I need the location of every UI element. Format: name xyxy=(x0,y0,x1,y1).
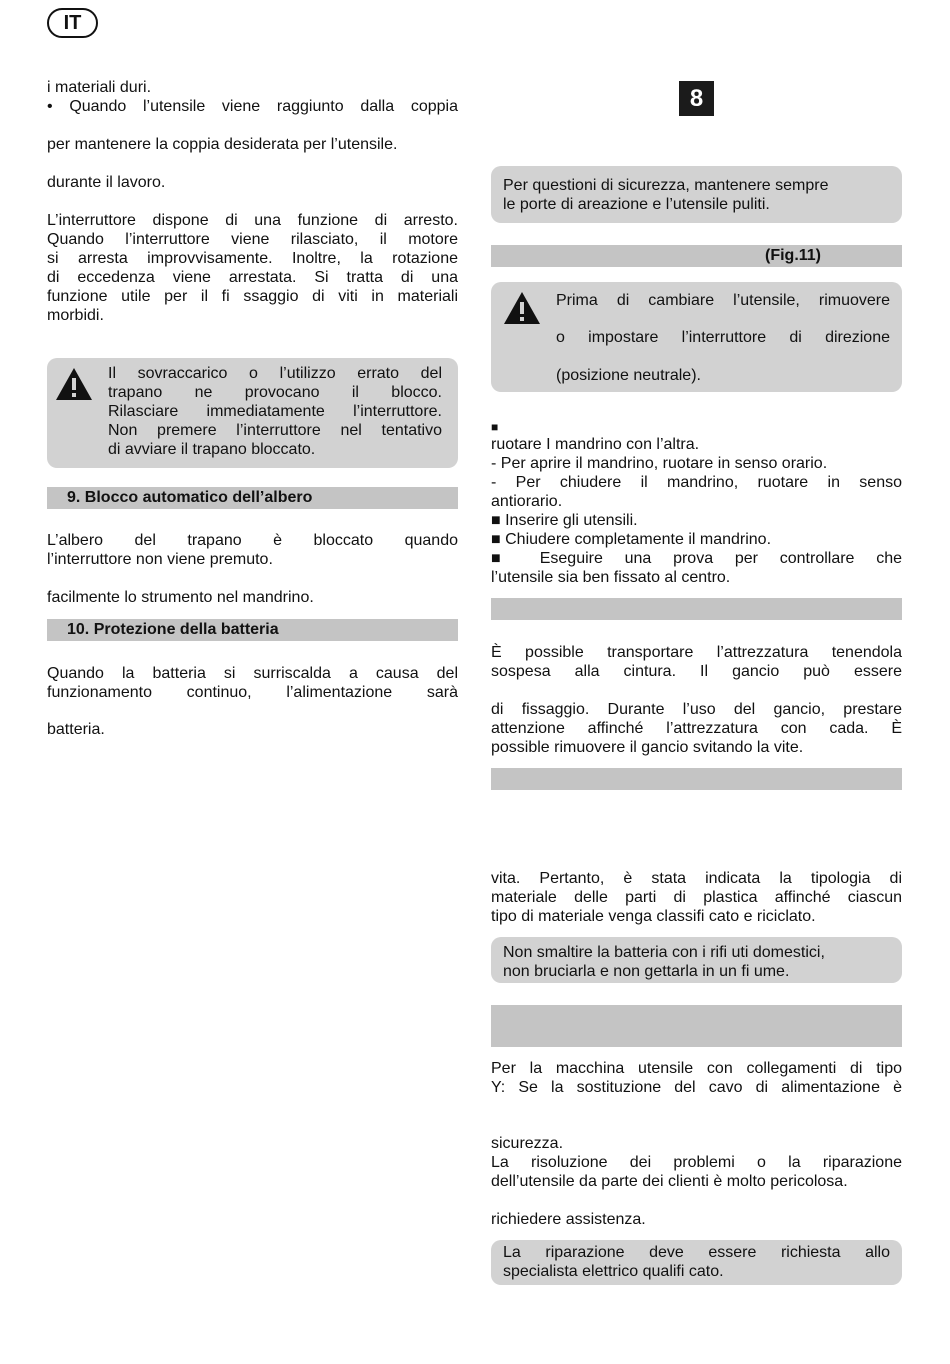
warning-triangle-icon xyxy=(502,290,542,326)
assistance-line: richiedere assistenza. xyxy=(491,1211,646,1228)
chuck-line-5: ■ Inserire gli utensili. xyxy=(491,512,638,529)
recycle-line-2: materiale delle parti di plastica affinché ciascun xyxy=(491,889,902,906)
disposal-note-line-1: Non smaltire la batteria con i rifi uti domestici, xyxy=(503,944,825,961)
chuck-line-2: - Per aprire il mandrino, ruotare in senso orario. xyxy=(491,455,828,472)
left-paragraph-5-line-1: L’albero del trapano è bloccato quando xyxy=(47,532,458,549)
hook-line-1: È possible transportare l’attrezzatura tenendola xyxy=(491,644,902,661)
fig-reference: (Fig.11) xyxy=(765,247,822,264)
cleaning-note-line-2: le porte di areazione e l’utensile puliti. xyxy=(503,196,770,213)
safety-line-3: dell’utensile da parte dei clienti è molto pericolosa. xyxy=(491,1173,848,1190)
overload-warning-line-2: trapano ne provocano il blocco. xyxy=(108,384,442,401)
left-paragraph-1-line-2: • Quando l’utensile viene raggiunto dalla coppia xyxy=(47,98,458,115)
left-paragraph-4-line-5: funzione utile per il fi ssaggio di viti in materiali xyxy=(47,288,458,305)
section-heading-maintenance xyxy=(491,1005,902,1047)
overload-warning-line-3: Rilasciare immediatamente l’interruttore. xyxy=(108,403,442,420)
section-heading-tool-change xyxy=(491,245,902,267)
left-paragraph-4-line-6: morbidi. xyxy=(47,307,104,324)
overload-warning-line-4: Non premere l’interruttore nel tentativo xyxy=(108,422,442,439)
section-heading-battery-protection: 10. Protezione della batteria xyxy=(47,619,458,641)
disposal-note-line-2: non bruciarla e non gettarla in un fi ume. xyxy=(503,963,790,980)
safety-line-1: sicurezza. xyxy=(491,1135,564,1152)
left-paragraph-4-line-3: si arresta improvvisamente. Inoltre, la rotazione xyxy=(47,250,458,267)
recycle-line-1: vita. Pertanto, è stata indicata la tipologia di xyxy=(491,870,902,887)
left-paragraph-3: durante il lavoro. xyxy=(47,174,166,191)
overload-warning-line-5: di avviare il trapano bloccato. xyxy=(108,441,316,458)
bullet-square: ■ xyxy=(491,420,499,434)
cable-line-2: Y: Se la sostituzione del cavo di alimentazione è xyxy=(491,1079,902,1096)
left-paragraph-8: batteria. xyxy=(47,721,105,738)
safety-line-2: La risoluzione dei problemi o la riparazione xyxy=(491,1154,902,1171)
left-paragraph-7-line-2: funzionamento continuo, l’alimentazione sarà xyxy=(47,684,458,701)
overload-warning-line-1: Il sovraccarico o l’utilizzo errato del xyxy=(108,365,442,382)
left-paragraph-7-line-1: Quando la batteria si surriscalda a causa del xyxy=(47,665,458,682)
page-number: 8 xyxy=(679,81,714,116)
tool-change-warning-line-3: (posizione neutrale). xyxy=(556,367,701,384)
left-paragraph-4-line-4: di eccedenza viene arrestata. Si tratta di una xyxy=(47,269,458,286)
warning-triangle-icon xyxy=(54,366,94,402)
chuck-line-1: ruotare I mandrino con l’altra. xyxy=(491,436,700,453)
left-paragraph-4-line-2: Quando l’interruttore viene rilasciato, il motore xyxy=(47,231,458,248)
tool-change-warning-line-2: o impostare l’interruttore di direzione xyxy=(556,329,890,346)
cable-line-1: Per la macchina utensile con collegamenti di tipo xyxy=(491,1060,902,1077)
left-paragraph-1-line-1: i materiali duri. xyxy=(47,79,152,96)
left-paragraph-5-line-2: l’interruttore non viene premuto. xyxy=(47,551,273,568)
chuck-line-7: ■ Eseguire una prova per controllare che xyxy=(491,550,902,567)
left-paragraph-6: facilmente lo strumento nel mandrino. xyxy=(47,589,314,606)
chuck-line-3: - Per chiudere il mandrino, ruotare in senso xyxy=(491,474,902,491)
cleaning-note-line-1: Per questioni di sicurezza, mantenere sempre xyxy=(503,177,829,194)
left-paragraph-4-line-1: L’interruttore dispone di una funzione di arresto. xyxy=(47,212,458,229)
section-heading-belt-hook xyxy=(491,598,902,620)
chuck-line-8: l’utensile sia ben fissato al centro. xyxy=(491,569,731,586)
tool-change-warning-line-1: Prima di cambiare l’utensile, rimuovere xyxy=(556,292,890,309)
chuck-line-6: ■ Chiudere completamente il mandrino. xyxy=(491,531,772,548)
hook-line-4: attenzione affinché l’attrezzatura con cada. È xyxy=(491,720,902,737)
left-paragraph-2: per mantenere la coppia desiderata per l’utensile. xyxy=(47,136,398,153)
recycle-line-3: tipo di materiale venga classifi cato e riciclato. xyxy=(491,908,816,925)
language-badge: IT xyxy=(47,8,98,38)
chuck-line-4: antiorario. xyxy=(491,493,563,510)
hook-line-3: di fissaggio. Durante l’uso del gancio, prestare xyxy=(491,701,902,718)
hook-line-2: sospesa alla cintura. Il gancio può essere xyxy=(491,663,902,680)
hook-line-5: possible rimuovere il gancio svitando la vite. xyxy=(491,739,804,756)
repair-note-line-1: La riparazione deve essere richiesta allo xyxy=(503,1244,890,1261)
section-heading-shaft-lock: 9. Blocco automatico dell’albero xyxy=(47,487,458,509)
repair-note-line-2: specialista elettrico qualifi cato. xyxy=(503,1263,724,1280)
section-heading-environment xyxy=(491,768,902,790)
